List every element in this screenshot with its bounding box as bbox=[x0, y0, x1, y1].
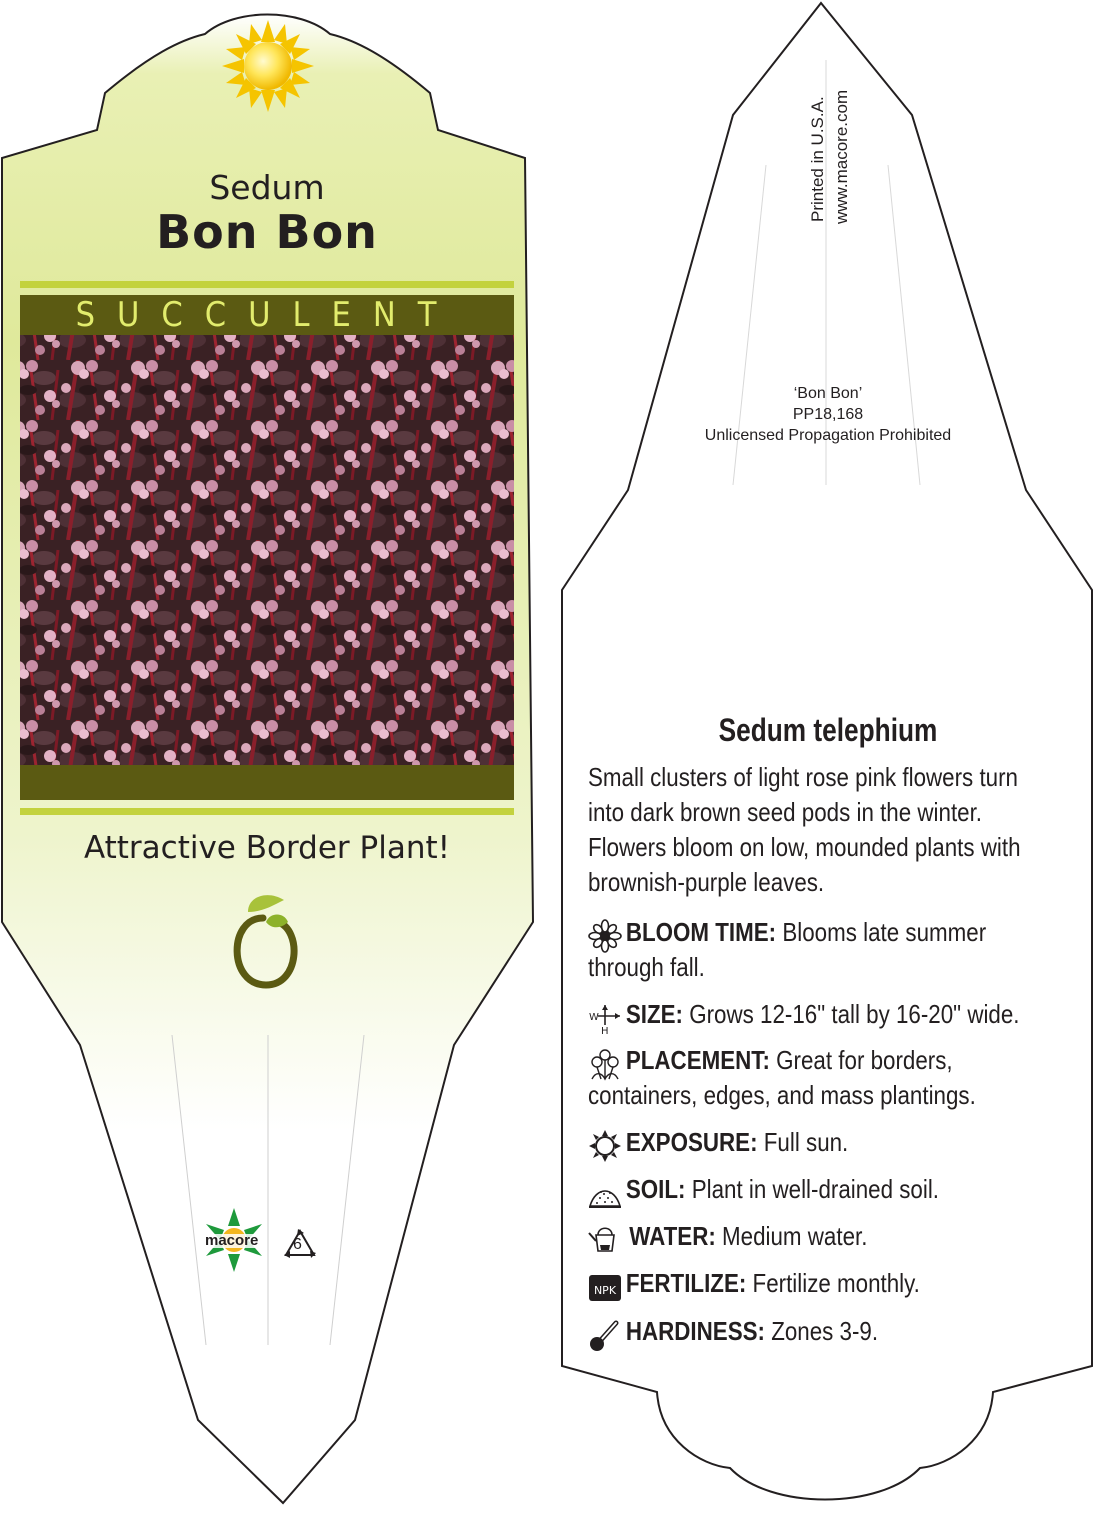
attr-text: Zones 3-9. bbox=[764, 1316, 879, 1346]
plant-photo bbox=[20, 335, 514, 765]
website-url: www.macore.com bbox=[832, 89, 851, 224]
macore-brand-text: macore bbox=[205, 1232, 259, 1249]
printed-in-usa: Printed in U.S.A. bbox=[808, 96, 827, 222]
recycle-code: 6 bbox=[293, 1236, 302, 1253]
attr-text: Blooms late summer through fall. bbox=[588, 917, 987, 982]
npk-label: NPK bbox=[593, 1284, 617, 1297]
bottom-accent-line bbox=[20, 808, 514, 815]
category-label: SUCCULENT bbox=[75, 295, 459, 335]
attr-label: EXPOSURE: bbox=[625, 1127, 758, 1157]
front-tagline: Attractive Border Plant! bbox=[83, 830, 451, 866]
attr-hardiness bbox=[588, 1314, 1094, 1349]
attr-text: Fertilize monthly. bbox=[746, 1268, 920, 1298]
attr-placement bbox=[588, 1043, 1094, 1113]
plant-description: Small clusters of light rose pink flowers turn into dark brown seed pods in the winter. Flowers bloom on low, mounded plants with brownish-purple leaves. bbox=[588, 762, 1021, 897]
attr-text: Grows 12-16" tall by 16-20" wide. bbox=[682, 999, 1020, 1029]
attr-label: FERTILIZE: bbox=[625, 1268, 747, 1298]
patent-variety: ‘Bon Bon’ bbox=[793, 385, 863, 402]
front-genus-name: Sedum bbox=[209, 168, 325, 207]
attr-label: SOIL: bbox=[625, 1174, 686, 1204]
top-accent-line bbox=[20, 281, 514, 288]
attr-soil bbox=[588, 1172, 1094, 1207]
patent-block bbox=[650, 383, 1006, 446]
attr-text: Medium water. bbox=[715, 1221, 868, 1251]
attr-fertilize bbox=[588, 1266, 1094, 1301]
attr-text: Great for borders, containers, edges, and mass plantings. bbox=[588, 1045, 976, 1110]
attr-label: HARDINESS: bbox=[625, 1316, 765, 1346]
attr-text: Plant in well-drained soil. bbox=[685, 1174, 940, 1204]
photo-bottom-band bbox=[20, 765, 514, 800]
species-name: Sedum telephium bbox=[718, 712, 938, 748]
attr-label: WATER: bbox=[629, 1221, 716, 1251]
attr-label: BLOOM TIME: bbox=[625, 917, 777, 947]
front-cultivar-name: Bon Bon bbox=[156, 205, 378, 259]
size-icon-h: H bbox=[601, 1026, 609, 1035]
attr-label: PLACEMENT: bbox=[625, 1045, 770, 1075]
attr-exposure bbox=[588, 1125, 1094, 1160]
patent-notice: Unlicensed Propagation Prohibited bbox=[704, 427, 952, 444]
attr-bloom-time bbox=[588, 915, 1094, 985]
attr-size bbox=[588, 997, 1094, 1035]
size-icon-w: W bbox=[589, 1012, 599, 1023]
attr-water bbox=[588, 1219, 1094, 1254]
attr-label: SIZE: bbox=[625, 999, 683, 1029]
attr-text: Full sun. bbox=[757, 1127, 849, 1157]
patent-number: PP18,168 bbox=[792, 406, 864, 423]
